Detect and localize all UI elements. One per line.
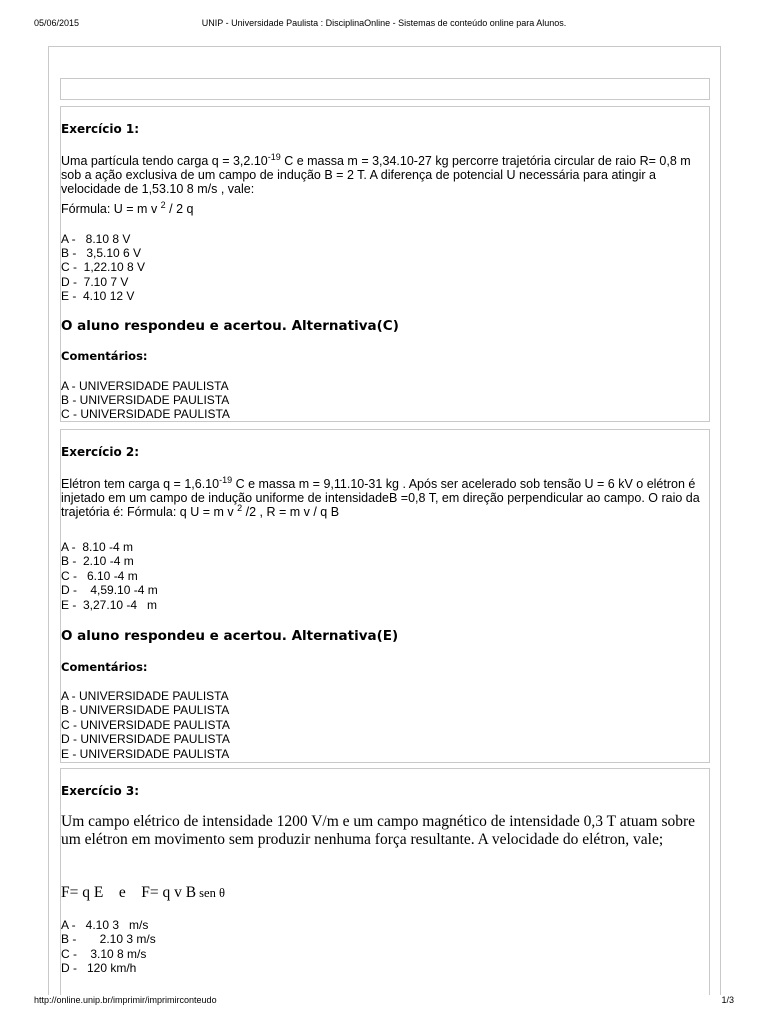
exercise-2-option-d: D - 4,59.10 -4 m — [61, 583, 158, 597]
exercise-1-comment-c: C - UNIVERSIDADE PAULISTA — [61, 407, 230, 421]
print-header-date: 05/06/2015 — [34, 18, 80, 28]
exercise-2-formula-exponent: 2 — [237, 503, 243, 513]
exercise-2-title: Exercício 2: — [61, 445, 140, 459]
exercise-1-formula-b: / 2 q — [165, 202, 194, 216]
exercise-2-option-e: E - 3,27.10 -4 m — [61, 598, 158, 612]
exercise-2-option-a: A - 8.10 -4 m — [61, 540, 134, 554]
exercise-2-text-b: C e massa m = 9,11.10-31 kg . Após ser acelerado sob tensão U = 6 kV o elétron é injetado em um campo de indução uniforme de intensidadeB =0,8 T, em direção perpendicular ao campo. O raio da trajetória é: Fórmula: q U = m v — [61, 477, 700, 519]
exercise-2-option-b: B - 2.10 -4 m — [61, 554, 134, 568]
exercise-1-option-b: B - 3,5.10 6 V — [61, 246, 142, 260]
exercise-1-option-e: E - 4.10 12 V — [61, 289, 135, 303]
print-footer-url: http://online.unip.br/imprimir/imprimirconteudo — [34, 995, 217, 1005]
print-header-title: UNIP - Universidade Paulista : DisciplinaOnline - Sistemas de conteúdo online para Alunos. — [201, 18, 567, 28]
content-frame — [48, 46, 721, 995]
exercise-2-comments-title: Comentários: — [61, 660, 148, 674]
exercise-1-result: O aluno respondeu e acertou. Alternativa(C) — [61, 318, 399, 334]
exercise-1-option-d: D - 7.10 7 V — [61, 275, 129, 289]
exercise-3-statement: Um campo elétrico de intensidade 1200 V/m e um campo magnético de intensidade 0,3 T atuam sobre um elétron em movimento sem produzir nenhuma força resultante. A velocidade do elétron, vale; — [61, 813, 696, 848]
exercise-1-title: Exercício 1: — [61, 122, 140, 136]
print-footer-page: 1/3 — [721, 995, 734, 1005]
exercise-3-panel — [60, 768, 710, 995]
exercise-1-exponent: -19 — [267, 152, 281, 162]
exercise-2-exponent: -19 — [219, 475, 233, 485]
exercise-3-formula — [61, 884, 225, 902]
exercise-2-comment-c: C - UNIVERSIDADE PAULISTA — [61, 718, 230, 732]
empty-header-box — [60, 78, 710, 100]
exercise-2-comment-d: D - UNIVERSIDADE PAULISTA — [61, 732, 230, 746]
exercise-1-comments-title: Comentários: — [61, 349, 148, 363]
exercise-1-text-a: Uma partícula tendo carga q = 3,2.10 — [61, 154, 268, 168]
exercise-3-formula-b: sen θ — [196, 886, 225, 900]
exercise-2-option-c: C - 6.10 -4 m — [61, 569, 138, 583]
exercise-2-statement — [61, 477, 709, 519]
exercise-1-comment-b: B - UNIVERSIDADE PAULISTA — [61, 393, 230, 407]
exercise-3-option-a: A - 4.10 3 m/s — [61, 918, 149, 932]
exercise-2-text-a: Elétron tem carga q = 1,6.10 — [61, 477, 220, 491]
exercise-3-formula-a: F= q E e F= q v B — [61, 884, 197, 901]
exercise-3-option-c: C - 3.10 8 m/s — [61, 947, 147, 961]
exercise-2-comment-b: B - UNIVERSIDADE PAULISTA — [61, 703, 230, 717]
exercise-1-formula-a: Fórmula: U = m v — [61, 202, 161, 216]
exercise-3-option-b: B - 2.10 3 m/s — [61, 932, 156, 946]
exercise-2-result: O aluno respondeu e acertou. Alternativa(E) — [61, 628, 399, 644]
exercise-1-option-c: C - 1,22.10 8 V — [61, 260, 146, 274]
exercise-1-comment-a: A - UNIVERSIDADE PAULISTA — [61, 379, 229, 393]
exercise-3-title: Exercício 3: — [61, 784, 140, 798]
exercise-3-option-d: D - 120 km/h — [61, 961, 137, 975]
exercise-2-panel — [60, 429, 710, 763]
exercise-1-formula-exponent: 2 — [160, 200, 166, 210]
exercise-2-comment-e: E - UNIVERSIDADE PAULISTA — [61, 747, 230, 761]
exercise-2-comment-a: A - UNIVERSIDADE PAULISTA — [61, 689, 229, 703]
exercise-1-option-a: A - 8.10 8 V — [61, 232, 131, 246]
exercise-1-formula — [61, 202, 193, 216]
exercise-1-text-b: C e massa m = 3,34.10-27 kg percorre trajetória circular de raio R= 0,8 m sob a ação exclusiva de um campo de indução B = 2 T. A diferença de potencial U necessária para atingir a velocidade de 1,53.10 8 m/s , vale: — [61, 154, 691, 196]
exercise-1-statement — [61, 154, 709, 196]
exercise-1-panel — [60, 106, 710, 422]
exercise-2-text-c: /2 , R = m v / q B — [242, 505, 340, 519]
